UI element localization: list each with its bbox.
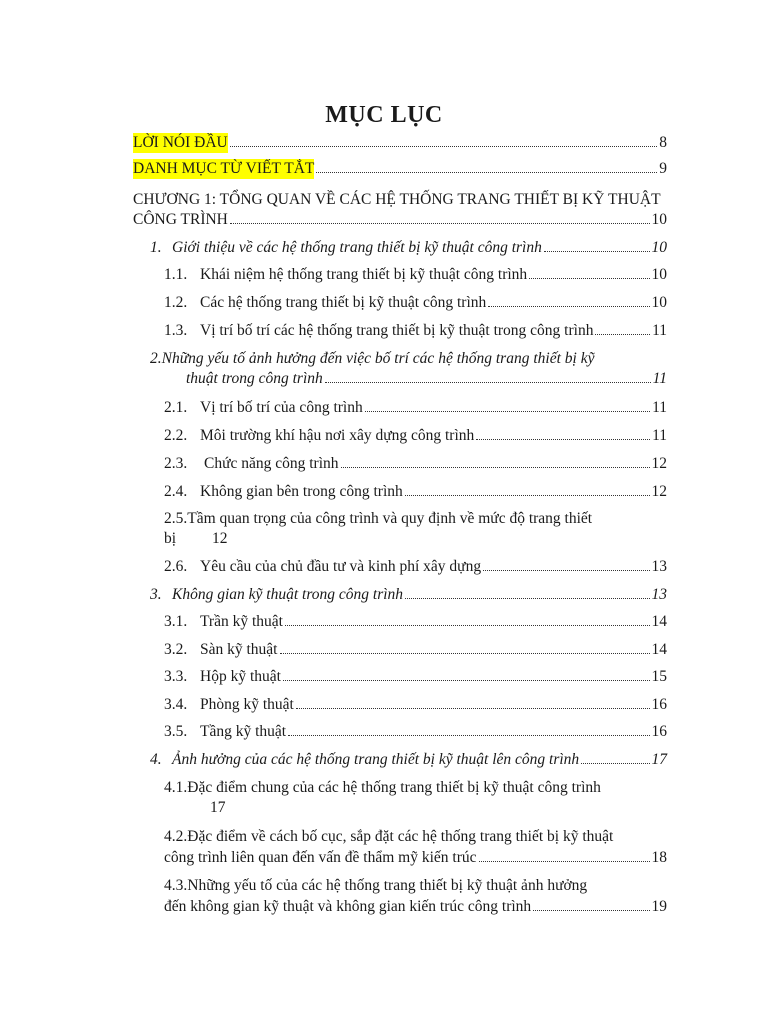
toc-entry-page: 13 [651,558,667,575]
dot-leader [341,467,650,468]
toc-entry-label: Yêu cầu của chủ đầu tư và kinh phí xây dựng [200,558,482,575]
toc-entry-label: Không gian bên trong công trình [200,483,403,500]
toc-entry-label: Khái niệm hệ thống trang thiết bị kỹ thuật công trình [200,266,528,283]
toc-entry-label: Tầng kỹ thuật [200,723,287,740]
toc-entry-label: Môi trường khí hậu nơi xây dựng công trình [200,427,475,444]
toc-entry-page: 16 [651,723,667,740]
toc-entry-4-3[interactable] [164,897,667,917]
dot-leader [283,680,650,681]
page-title: MỤC LỤC [325,102,443,128]
dot-leader [595,334,650,335]
toc-entry-chapter-1-line1[interactable]: CHƯƠNG 1: TỔNG QUAN VỀ CÁC HỆ THỐNG TRANG THIẾT BỊ KỸ THUẬT [133,191,661,208]
toc-entry-section-1[interactable] [150,238,667,258]
dot-leader [476,439,650,440]
toc-entry-label: Không gian kỹ thuật trong công trình [172,586,404,603]
toc-entry-page: 16 [651,696,667,713]
toc-entry-page: 17 [651,751,667,768]
toc-entry-label: Vị trí bố trí các hệ thống trang thiết bị kỹ thuật trong công trình [200,322,594,339]
toc-entry-label: Chức năng công trình [204,455,339,472]
dot-leader [405,598,649,599]
toc-entry-number: 1.3. [164,322,188,339]
toc-entry-number: 1.2. [164,294,188,311]
toc-entry-number: 2.6. [164,558,188,575]
toc-entry-label: đến không gian kỹ thuật và không gian kiến trúc công trình [164,898,532,915]
toc-entry-1-3[interactable] [164,321,667,341]
toc-entry-3-4[interactable] [164,695,667,715]
toc-entry-4-2-line1[interactable] [164,827,613,847]
toc-entry-label: DANH MỤC TỪ VIẾT TẮT [133,160,315,177]
toc-entry-label: Tầm quan trọng của công trình và quy định về mức độ trang thiết [187,510,593,527]
toc-entry-2-5-line1[interactable] [164,509,592,529]
toc-entry-page: 12 [651,483,667,500]
toc-entry-label: Ảnh hưởng của các hệ thống trang thiết bị kỹ thuật lên công trình [172,751,580,768]
toc-entry-label: bị [164,530,177,547]
toc-entry-label: Vị trí bố trí của công trình [200,399,363,416]
toc-entry-chapter-1[interactable] [133,210,667,230]
toc-entry-page: 11 [652,322,667,339]
toc-entry-number: 3.4. [164,696,188,713]
dot-leader [479,861,650,862]
toc-entry-label: công trình liên quan đến vấn đề thẩm mỹ kiến trúc [164,849,477,866]
toc-entry-number: 2.3. [164,455,188,472]
toc-entry-label: Giới thiệu về các hệ thống trang thiết bị kỹ thuật công trình [172,239,542,256]
toc-entry-page: 10 [651,239,667,256]
toc-entry-page: 13 [651,586,667,603]
toc-entry-2-6[interactable] [164,557,667,577]
toc-entry-4-3-line1[interactable] [164,876,587,896]
toc-entry-page: 10 [651,211,667,228]
toc-entry-page: 15 [651,668,667,685]
toc-entry-number: 2.5. [164,510,188,527]
toc-entry-number: 3.3. [164,668,188,685]
dot-leader [316,172,657,173]
toc-entry-number: 4. [150,751,162,768]
toc-entry-1-1[interactable] [164,265,667,285]
toc-entry-3-5[interactable] [164,722,667,742]
toc-entry-label: Trần kỹ thuật [200,613,283,630]
toc-entry-section-2-line1[interactable] [150,349,594,369]
toc-entry-number: 4.2. [164,828,188,845]
toc-entry-page: 19 [651,898,667,915]
toc-entry-page: 14 [651,641,667,658]
toc-entry-3-3[interactable] [164,667,667,687]
dot-leader [544,251,650,252]
dot-leader [285,625,650,626]
dot-leader [405,495,650,496]
toc-entry-3-1[interactable] [164,612,667,632]
toc-entry-page: 9 [659,160,667,177]
toc-entry-4-2[interactable] [164,848,667,868]
dot-leader [533,910,649,911]
toc-entry-number: 1.1. [164,266,188,283]
toc-entry-page: 11 [652,370,667,387]
toc-entry-4-1-line1[interactable] [164,778,601,798]
toc-entry-label: thuật trong công trình [186,370,323,387]
toc-entry-preface[interactable] [133,133,667,153]
toc-entry-section-4[interactable] [150,750,667,770]
toc-entry-number: 1. [150,239,162,256]
toc-entry-page: 8 [659,134,667,151]
toc-entry-page: 10 [651,266,667,283]
toc-entry-2-1[interactable] [164,398,667,418]
toc-entry-2-5-line2[interactable] [164,529,228,549]
dot-leader [230,146,658,147]
toc-entry-number: 2.1. [164,399,188,416]
toc-entry-label: Những yếu tố ảnh hưởng đến việc bố trí các hệ thống trang thiết bị kỹ [161,350,595,367]
toc-entry-page: 14 [651,613,667,630]
toc-entry-number: 2.2. [164,427,188,444]
toc-entry-2-3[interactable] [164,454,667,474]
toc-entry-page: 10 [651,294,667,311]
dot-leader [529,278,649,279]
toc-entry-label: LỜI NÓI ĐẦU [133,134,228,151]
dot-leader [325,382,651,383]
toc-entry-1-2[interactable] [164,293,667,313]
toc-entry-number: 2. [150,350,162,367]
toc-entry-page: 12 [651,455,667,472]
toc-entry-number: 2.4. [164,483,188,500]
toc-entry-abbreviations[interactable] [133,159,667,179]
toc-entry-number: 3.5. [164,723,188,740]
toc-entry-page[interactable]: 17 [210,799,226,816]
toc-entry-label: Đặc điểm chung của các hệ thống trang thiết bị kỹ thuật công trình [187,779,601,796]
dot-leader [288,735,649,736]
toc-entry-section-3[interactable] [150,585,667,605]
toc-entry-label: Sàn kỹ thuật [200,641,278,658]
dot-leader [365,411,650,412]
toc-entry-page: 12 [212,530,228,547]
toc-entry-number: 4.1. [164,779,188,796]
toc-entry-2-2[interactable] [164,426,667,446]
dot-leader [483,570,649,571]
toc-entry-page: 18 [651,849,667,866]
toc-entry-page: 11 [652,427,667,444]
toc-entry-3-2[interactable] [164,640,667,660]
toc-entry-number: 3.1. [164,613,188,630]
dot-leader [230,223,650,224]
toc-entry-label: Đặc điểm về cách bố cục, sắp đặt các hệ thống trang thiết bị kỹ thuật [187,828,614,845]
dot-leader [488,306,649,307]
dot-leader [581,763,649,764]
toc-entry-label: Các hệ thống trang thiết bị kỹ thuật công trình [200,294,487,311]
toc-entry-label: Những yếu tố của các hệ thống trang thiết bị kỹ thuật ảnh hưởng [187,877,588,894]
dot-leader [296,708,650,709]
toc-entry-label: Phòng kỹ thuật [200,696,294,713]
toc-entry-section-2[interactable] [186,369,667,389]
toc-entry-page: 11 [652,399,667,416]
toc-entry-2-4[interactable] [164,482,667,502]
dot-leader [280,653,650,654]
toc-entry-label: CÔNG TRÌNH [133,211,228,228]
toc-entry-number: 3. [150,586,162,603]
toc-entry-label: Hộp kỹ thuật [200,668,281,685]
toc-entry-number: 4.3. [164,877,188,894]
toc-entry-number: 3.2. [164,641,188,658]
